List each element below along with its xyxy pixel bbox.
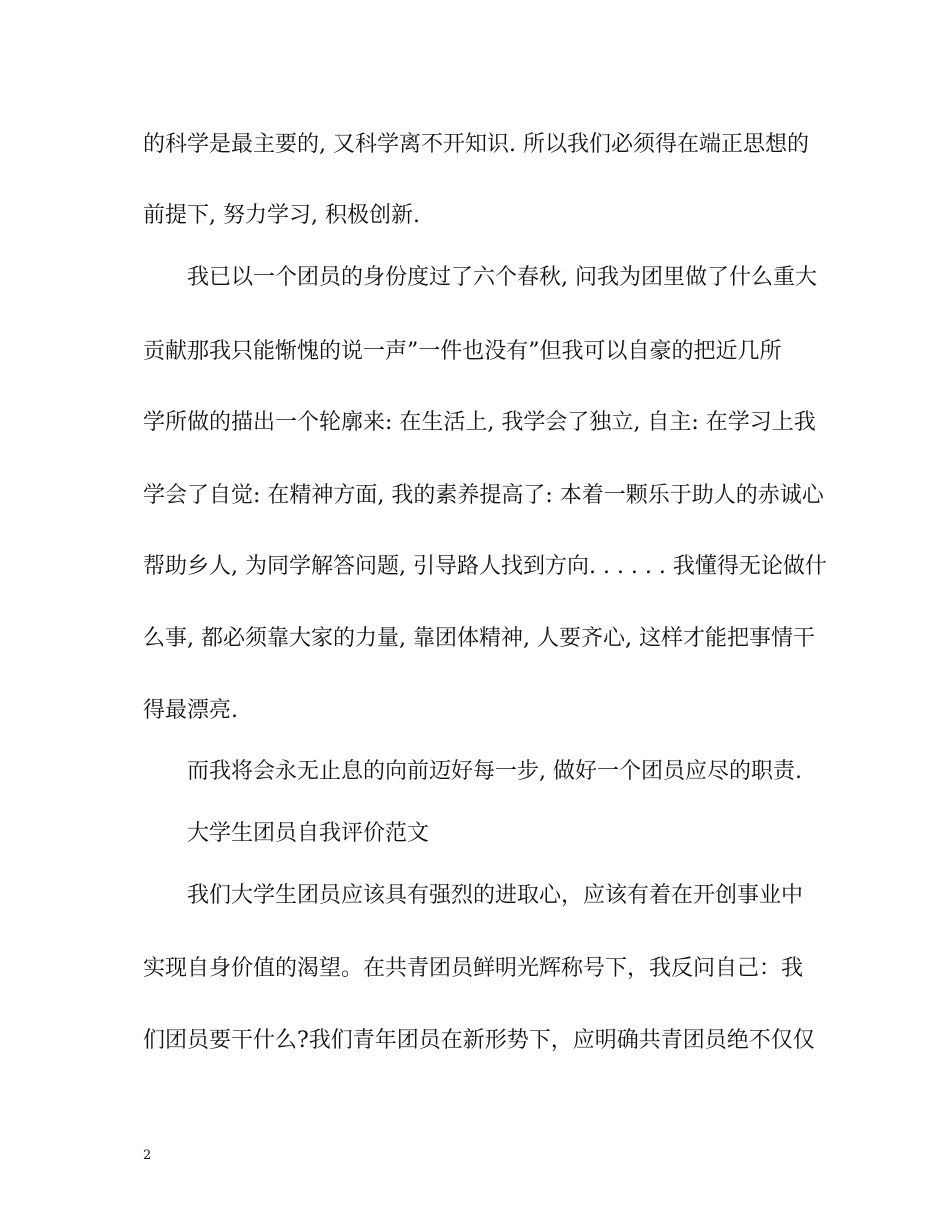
body-text-line: 学会了自觉: 在精神方面, 我的素养提高了: 本着一颗乐于助人的赤诚心	[143, 483, 824, 508]
paragraph-first-line: 我们大学生团员应该具有强烈的进取心，应该有着在开创事业中	[187, 883, 804, 908]
paragraph-first-line: 我已以一个团员的身份度过了六个春秋, 问我为团里做了什么重大	[187, 265, 817, 290]
body-text-line: 学所做的描出一个轮廓来: 在生活上, 我学会了独立, 自主: 在学习上我	[143, 410, 816, 435]
page-number: 2	[143, 1148, 152, 1163]
body-text-line: 的科学是最主要的, 又科学离不开知识. 所以我们必须得在端正思想的	[143, 132, 809, 157]
body-text-line: 们团员要干什么?我们青年团员在新形势下，应明确共青团员绝不仅仅	[143, 1028, 815, 1053]
body-text-line: 帮助乡人, 为同学解答问题, 引导路人找到方向. . . . . . 我懂得无论做什	[143, 554, 827, 579]
section-heading: 大学生团员自我评价范文	[187, 821, 430, 846]
body-text-line: 实现自身价值的渴望。在共青团员鲜明光辉称号下，我反问自己：我	[143, 956, 804, 981]
body-text-line: 么事, 都必须靠大家的力量, 靠团体精神, 人要齐心, 这样才能把事情干	[143, 626, 815, 651]
body-text-line: 贡献那我只能惭愧的说一声”一件也没有”但我可以自豪的把近几所	[143, 339, 782, 364]
body-text-line: 前提下, 努力学习, 积极创新.	[143, 203, 420, 228]
paragraph-first-line: 而我将会永无止息的向前迈好每一步, 做好一个团员应尽的职责.	[187, 759, 802, 784]
body-text-line: 得最漂亮.	[143, 698, 238, 723]
